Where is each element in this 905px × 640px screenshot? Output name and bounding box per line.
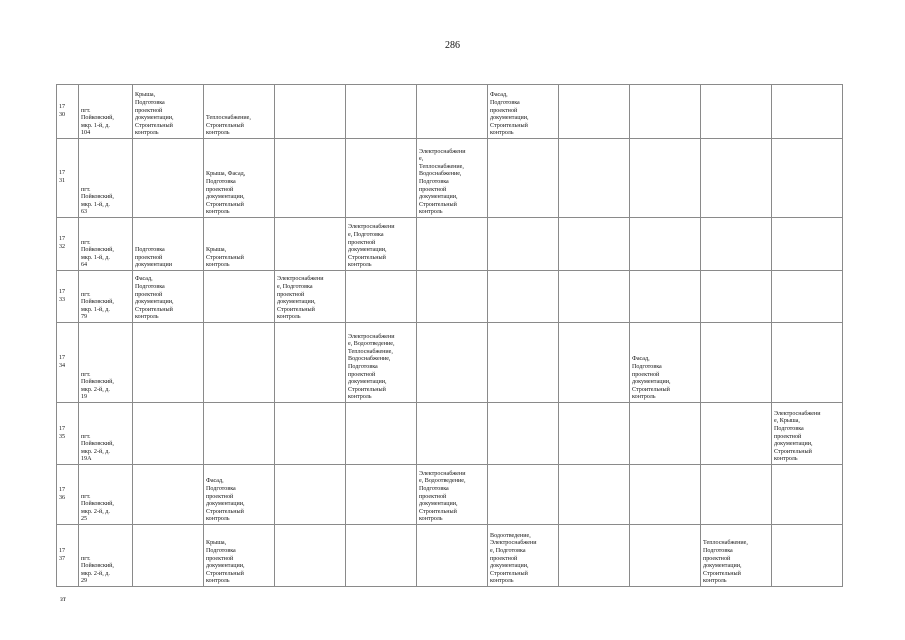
work-cell: [701, 218, 772, 271]
work-cell: Крыша, Строительный контроль: [204, 218, 275, 271]
work-cell: Фасад, Подготовка проектной документации, Строительный контроль: [133, 271, 204, 323]
row-number-cell: 17 37: [57, 525, 79, 587]
work-cell: [133, 139, 204, 218]
work-cell: [275, 403, 346, 465]
work-cell: Электроснабжени е, Водоотведение, Подготовка проектной документации, Строительный контроль: [417, 465, 488, 525]
address-cell: пгт. Пойковский, мкр. 1-й, д. 63: [79, 139, 133, 218]
row-number-cell: 17 33: [57, 271, 79, 323]
address-cell: пгт. Пойковский, мкр. 1-й, д. 64: [79, 218, 133, 271]
table-row: [57, 465, 843, 525]
works-schedule-table: [56, 84, 843, 587]
work-cell: [772, 85, 843, 139]
address-cell: пгт. Пойковский, мкр. 1-й, д. 79: [79, 271, 133, 323]
work-cell: [630, 403, 701, 465]
work-cell: Электроснабжени е, Подготовка проектной документации, Строительный контроль: [275, 271, 346, 323]
work-cell: Электроснабжени е, Водоотведение, Теплоснабжение, Водоснабжение, Подготовка проектной документации, Строительный контроль: [346, 323, 417, 403]
work-cell: [417, 525, 488, 587]
work-cell: [133, 323, 204, 403]
row-number-cell: 17 34: [57, 323, 79, 403]
work-cell: [133, 525, 204, 587]
work-cell: [346, 85, 417, 139]
work-cell: Электроснабжени е, Подготовка проектной документации, Строительный контроль: [346, 218, 417, 271]
table-row: [57, 218, 843, 271]
work-cell: Теплоснабжение, Строительный контроль: [204, 85, 275, 139]
table-row: [57, 85, 843, 139]
work-cell: Водоотведение, Электроснабжени е, Подготовка проектной документации, Строительный контроль: [488, 525, 559, 587]
work-cell: [488, 218, 559, 271]
table-row: [57, 271, 843, 323]
footer-mark: зт: [60, 595, 66, 603]
work-cell: [133, 403, 204, 465]
work-cell: [701, 465, 772, 525]
work-cell: [772, 323, 843, 403]
work-cell: [346, 271, 417, 323]
work-cell: [488, 271, 559, 323]
page-number: 286: [445, 40, 460, 51]
work-cell: [772, 139, 843, 218]
work-cell: [275, 139, 346, 218]
work-cell: [559, 218, 630, 271]
work-cell: [275, 323, 346, 403]
row-number-cell: 17 35: [57, 403, 79, 465]
work-cell: [488, 465, 559, 525]
work-cell: Крыша, Подготовка проектной документации, Строительный контроль: [204, 525, 275, 587]
work-cell: [559, 85, 630, 139]
work-cell: Крыша, Фасад, Подготовка проектной документации, Строительный контроль: [204, 139, 275, 218]
work-cell: Крыша, Подготовка проектной документации, Строительный контроль: [133, 85, 204, 139]
work-cell: [559, 271, 630, 323]
work-cell: [417, 218, 488, 271]
work-cell: [488, 139, 559, 218]
table-row: [57, 139, 843, 218]
work-cell: [346, 465, 417, 525]
work-cell: [417, 403, 488, 465]
work-cell: [417, 85, 488, 139]
work-cell: Фасад, Подготовка проектной документации, Строительный контроль: [204, 465, 275, 525]
work-cell: [630, 465, 701, 525]
work-cell: [630, 525, 701, 587]
work-cell: Электроснабжени е, Крыша, Подготовка проектной документации, Строительный контроль: [772, 403, 843, 465]
work-cell: [630, 85, 701, 139]
work-cell: [275, 85, 346, 139]
work-cell: [701, 139, 772, 218]
work-cell: [772, 465, 843, 525]
work-cell: [275, 525, 346, 587]
work-cell: [559, 403, 630, 465]
work-cell: [701, 323, 772, 403]
work-cell: Теплоснабжение, Подготовка проектной документации, Строительный контроль: [701, 525, 772, 587]
work-cell: [417, 271, 488, 323]
work-cell: [772, 271, 843, 323]
work-cell: Подготовка проектной документации: [133, 218, 204, 271]
table-row: [57, 403, 843, 465]
row-number-cell: 17 32: [57, 218, 79, 271]
work-cell: [204, 271, 275, 323]
work-cell: [488, 403, 559, 465]
work-cell: Фасад, Подготовка проектной документации, Строительный контроль: [630, 323, 701, 403]
row-number-cell: 17 36: [57, 465, 79, 525]
address-cell: пгт. Пойковский, мкр. 2-й, д. 29: [79, 525, 133, 587]
work-cell: [488, 323, 559, 403]
address-cell: пгт. Пойковский, мкр. 2-й, д. 25: [79, 465, 133, 525]
work-cell: [630, 271, 701, 323]
work-cell: [701, 271, 772, 323]
row-number-cell: 17 30: [57, 85, 79, 139]
work-cell: Электроснабжени е, Теплоснабжение, Водоснабжение, Подготовка проектной документации, Строительный контроль: [417, 139, 488, 218]
address-cell: пгт. Пойковский, мкр. 1-й, д. 104: [79, 85, 133, 139]
work-cell: [133, 465, 204, 525]
work-cell: [204, 323, 275, 403]
work-cell: [559, 525, 630, 587]
work-cell: [772, 218, 843, 271]
work-cell: [346, 139, 417, 218]
work-cell: [630, 218, 701, 271]
work-cell: [417, 323, 488, 403]
work-cell: [701, 85, 772, 139]
work-cell: [204, 403, 275, 465]
work-cell: Фасад, Подготовка проектной документации, Строительный контроль: [488, 85, 559, 139]
work-cell: [559, 323, 630, 403]
work-cell: [630, 139, 701, 218]
work-cell: [559, 465, 630, 525]
table-row: [57, 323, 843, 403]
table-row: [57, 525, 843, 587]
work-cell: [559, 139, 630, 218]
work-cell: [346, 403, 417, 465]
work-cell: [701, 403, 772, 465]
work-cell: [275, 218, 346, 271]
address-cell: пгт. Пойковский, мкр. 2-й, д. 19: [79, 323, 133, 403]
work-cell: [346, 525, 417, 587]
work-cell: [772, 525, 843, 587]
row-number-cell: 17 31: [57, 139, 79, 218]
work-cell: [275, 465, 346, 525]
address-cell: пгт. Пойковский, мкр. 2-й, д. 19А: [79, 403, 133, 465]
